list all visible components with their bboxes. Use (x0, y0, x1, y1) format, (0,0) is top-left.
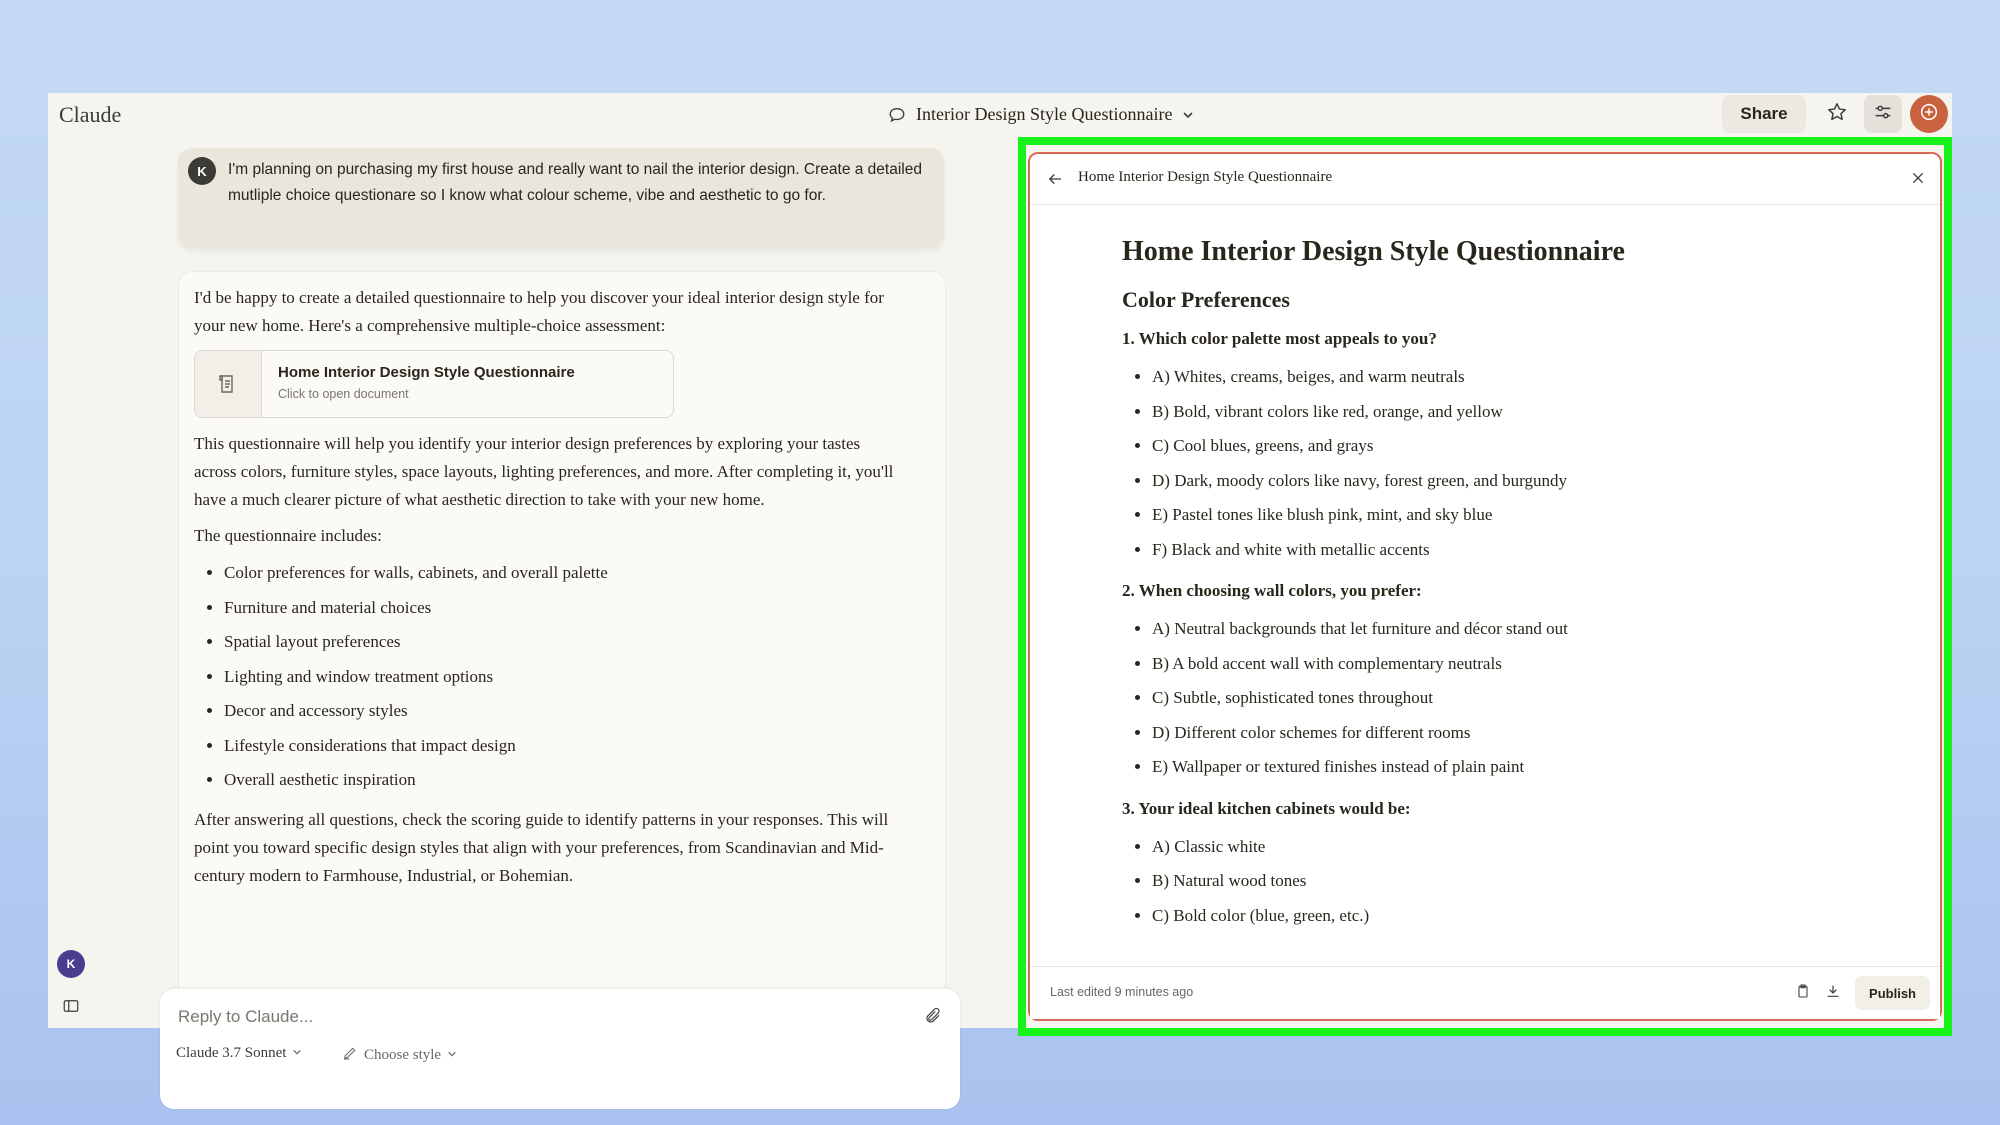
document-footer (1030, 966, 1940, 1019)
model-name: Claude 3.7 Sonnet (176, 1045, 287, 1061)
list-item: • Overall aesthetic inspiration (224, 763, 894, 798)
back-arrow-icon[interactable] (1046, 170, 1064, 193)
option-item: • B) Bold, vibrant colors like red, orange, and yellow (1152, 395, 1882, 430)
document-card-title: Home Interior Design Style Questionnaire (278, 364, 575, 381)
list-item: • Lifestyle considerations that impact design (224, 729, 894, 764)
document-title: Home Interior Design Style Questionnaire (1122, 236, 1625, 267)
assistant-paragraph-2: After answering all questions, check the scoring guide to identify patterns in your responses. This will point you toward specific design styles that align with your preferences, from Scandinavian and Mid-century modern to Farmhouse, Industrial, or Bohemian. (194, 809, 889, 885)
question-2-options (1122, 612, 1882, 785)
chat-area (48, 138, 1008, 1028)
conversation-title[interactable] (888, 104, 1194, 125)
model-selector[interactable] (176, 1045, 302, 1062)
new-chat-button[interactable] (1910, 95, 1948, 133)
reply-composer (160, 989, 960, 1109)
list-item: • Furniture and material choices (224, 591, 894, 626)
option-item: • C) Bold color (blue, green, etc.) (1152, 899, 1882, 934)
user-avatar-sidebar[interactable]: K (57, 950, 85, 978)
style-label: Choose style (364, 1047, 442, 1063)
download-icon[interactable] (1825, 983, 1841, 1004)
option-item: • C) Cool blues, greens, and grays (1152, 429, 1882, 464)
includes-list (194, 556, 894, 798)
list-item: • Decor and accessory styles (224, 694, 894, 729)
reply-input[interactable] (176, 1006, 780, 1028)
star-icon (1826, 101, 1848, 128)
option-item: • B) A bold accent wall with complementary neutrals (1152, 647, 1882, 682)
assistant-message (178, 271, 946, 1033)
option-item: • E) Pastel tones like blush pink, mint, and sky blue (1152, 498, 1882, 533)
star-button[interactable] (1818, 95, 1856, 133)
chevron-down-icon (447, 1047, 457, 1064)
includes-heading: The questionnaire includes: (194, 526, 382, 545)
question-2: 2. When choosing wall colors, you prefer: (1122, 581, 1422, 600)
chat-bubble-icon (888, 106, 906, 124)
document-header (1030, 154, 1940, 205)
option-item: • A) Neutral backgrounds that let furniture and décor stand out (1152, 612, 1882, 647)
document-header-title: Home Interior Design Style Questionnaire (1078, 169, 1333, 185)
document-icon (195, 351, 262, 417)
option-item: • F) Black and white with metallic accents (1152, 533, 1882, 568)
copy-icon[interactable] (1795, 983, 1811, 1004)
option-item: • B) Natural wood tones (1152, 864, 1882, 899)
share-button[interactable]: Share (1722, 95, 1806, 133)
list-item: • Color preferences for walls, cabinets, and overall palette (224, 556, 894, 591)
last-edited-text: Last edited 9 minutes ago (1050, 985, 1194, 999)
claude-logo[interactable]: Claude (59, 102, 122, 127)
paperclip-icon[interactable] (924, 1007, 942, 1030)
question-1-options (1122, 360, 1882, 567)
top-bar (48, 93, 1952, 138)
sidebar-toggle-icon[interactable] (62, 997, 80, 1020)
option-item: • D) Different color schemes for different rooms (1152, 716, 1882, 751)
chevron-down-icon (292, 1045, 302, 1062)
user-message-text: I'm planning on purchasing my first house and really want to nail the interior design. Create a detailed mutliple choice questionare so I know what colour scheme, vibe and aesthetic to go for. (228, 161, 922, 204)
option-item: • C) Subtle, sophisticated tones throughout (1152, 681, 1882, 716)
user-message (178, 148, 944, 248)
pen-icon (342, 1045, 358, 1066)
settings-button[interactable] (1864, 95, 1902, 133)
close-icon[interactable] (1910, 170, 1926, 191)
chevron-down-icon (1182, 109, 1194, 121)
assistant-paragraph-1: This questionnaire will help you identify your interior design preferences by exploring your tastes across colors, furniture styles, space layouts, lighting preferences, and more. After completing it, you'll have a much clearer picture of what aesthetic direction to take with your new home. (194, 434, 894, 509)
section-heading: Color Preferences (1122, 287, 1290, 312)
document-card-subtitle: Click to open document (278, 387, 409, 401)
question-3-options (1122, 830, 1882, 934)
conversation-title-text: Interior Design Style Questionnaire (916, 104, 1173, 124)
document-body (1122, 234, 1882, 933)
question-3: 3. Your ideal kitchen cabinets would be: (1122, 798, 1411, 818)
option-item: • D) Dark, moody colors like navy, forest green, and burgundy (1152, 464, 1882, 499)
publish-button[interactable]: Publish (1855, 976, 1930, 1010)
question-1: 1. Which color palette most appeals to you? (1122, 329, 1437, 348)
list-item: • Spatial layout preferences (224, 625, 894, 660)
list-item: • Lighting and window treatment options (224, 660, 894, 695)
document-panel (1028, 152, 1942, 1021)
sliders-icon (1872, 101, 1894, 128)
chat-plus-icon (1918, 101, 1940, 128)
user-avatar: K (188, 157, 216, 185)
option-item: • A) Classic white (1152, 830, 1882, 865)
style-selector[interactable] (342, 1045, 457, 1066)
assistant-intro: I'd be happy to create a detailed questionnaire to help you discover your ideal interior design style for your new home. Here's a comprehensive multiple-choice assessment: (194, 288, 884, 335)
option-item: • A) Whites, creams, beiges, and warm neutrals (1152, 360, 1882, 395)
option-item: • E) Wallpaper or textured finishes instead of plain paint (1152, 750, 1882, 785)
document-card[interactable] (194, 350, 674, 418)
